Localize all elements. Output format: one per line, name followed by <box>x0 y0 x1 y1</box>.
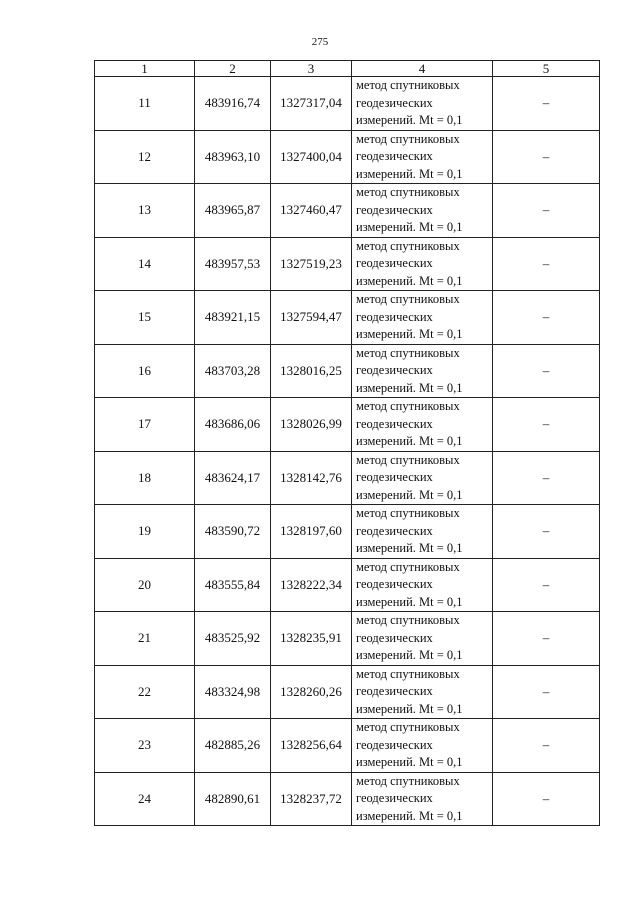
method-line: геодезических <box>356 737 433 752</box>
method-line: измерений. Mt = 0,1 <box>356 113 463 127</box>
method-cell <box>352 184 493 238</box>
method-line: геодезических <box>356 791 433 805</box>
note-cell: – <box>493 291 600 345</box>
method-line: метод спутниковых <box>356 720 460 734</box>
method-line: метод спутниковых <box>356 452 460 467</box>
method-line: метод спутниковых <box>356 399 460 413</box>
method-line: геодезических <box>356 202 433 217</box>
point-number-cell: 12 <box>95 130 195 184</box>
method-line: метод спутниковых <box>356 238 460 253</box>
table-row <box>95 505 600 559</box>
table-header-row <box>95 61 600 77</box>
table-row <box>95 130 600 184</box>
method-line: измерений. Mt = 0,1 <box>356 273 463 288</box>
x-coordinate-cell: 482890,61 <box>195 772 271 826</box>
point-number-cell: 15 <box>95 291 195 345</box>
y-coordinate-cell: 1328197,60 <box>271 505 352 559</box>
method-line: измерений. Mt = 0,1 <box>356 594 463 609</box>
column-header-4: 4 <box>352 61 493 77</box>
point-number-cell: 14 <box>95 237 195 291</box>
method-line: метод спутниковых <box>356 131 460 146</box>
x-coordinate-cell: 483921,15 <box>195 291 271 345</box>
note-cell: – <box>493 77 600 131</box>
note-cell: – <box>493 451 600 505</box>
method-cell <box>352 719 493 773</box>
point-number-cell: 23 <box>95 719 195 773</box>
method-line: измерений. Mt = 0,1 <box>356 220 463 234</box>
point-number-cell: 17 <box>95 398 195 452</box>
x-coordinate-cell: 483686,06 <box>195 398 271 452</box>
method-cell <box>352 665 493 719</box>
method-cell <box>352 398 493 452</box>
method-cell <box>352 772 493 826</box>
point-number-cell: 16 <box>95 344 195 398</box>
x-coordinate-cell: 483324,98 <box>195 665 271 719</box>
point-number-cell: 19 <box>95 505 195 559</box>
x-coordinate-cell: 483965,87 <box>195 184 271 238</box>
point-number-cell: 13 <box>95 184 195 238</box>
table-row <box>95 772 600 826</box>
y-coordinate-cell: 1327519,23 <box>271 237 352 291</box>
note-cell: – <box>493 237 600 291</box>
method-cell <box>352 291 493 345</box>
method-line: измерений. Mt = 0,1 <box>356 541 463 555</box>
x-coordinate-cell: 482885,26 <box>195 719 271 773</box>
y-coordinate-cell: 1328222,34 <box>271 558 352 612</box>
point-number-cell: 18 <box>95 451 195 505</box>
method-line: геодезических <box>356 256 433 270</box>
column-header-2: 2 <box>195 61 271 77</box>
method-cell <box>352 77 493 131</box>
method-line: геодезических <box>356 577 433 591</box>
y-coordinate-cell: 1328235,91 <box>271 612 352 666</box>
table-row <box>95 665 600 719</box>
note-cell: – <box>493 505 600 559</box>
column-header-1: 1 <box>95 61 195 77</box>
table-row <box>95 558 600 612</box>
table-row <box>95 237 600 291</box>
method-line: метод спутниковых <box>356 345 460 360</box>
method-line: геодезических <box>356 95 433 110</box>
y-coordinate-cell: 1327460,47 <box>271 184 352 238</box>
method-line: измерений. Mt = 0,1 <box>356 487 463 502</box>
table-row <box>95 398 600 452</box>
point-number-cell: 24 <box>95 772 195 826</box>
method-line: метод спутниковых <box>356 185 460 199</box>
method-line: геодезических <box>356 149 433 163</box>
x-coordinate-cell: 483957,53 <box>195 237 271 291</box>
table-row <box>95 451 600 505</box>
x-coordinate-cell: 483555,84 <box>195 558 271 612</box>
point-number-cell: 11 <box>95 77 195 131</box>
note-cell: – <box>493 558 600 612</box>
point-number-cell: 22 <box>95 665 195 719</box>
table-row <box>95 344 600 398</box>
method-line: метод спутниковых <box>356 506 460 520</box>
note-cell: – <box>493 130 600 184</box>
note-cell: – <box>493 665 600 719</box>
column-header-5: 5 <box>493 61 600 77</box>
method-line: геодезических <box>356 416 433 431</box>
x-coordinate-cell: 483624,17 <box>195 451 271 505</box>
method-line: геодезических <box>356 523 433 538</box>
method-line: измерений. Mt = 0,1 <box>356 808 463 823</box>
y-coordinate-cell: 1327400,04 <box>271 130 352 184</box>
note-cell: – <box>493 612 600 666</box>
note-cell: – <box>493 719 600 773</box>
method-cell <box>352 558 493 612</box>
coordinates-table <box>94 60 600 826</box>
note-cell: – <box>493 772 600 826</box>
method-cell <box>352 237 493 291</box>
y-coordinate-cell: 1328260,26 <box>271 665 352 719</box>
note-cell: – <box>493 184 600 238</box>
method-line: метод спутниковых <box>356 292 460 306</box>
table-row <box>95 291 600 345</box>
method-line: измерений. Mt = 0,1 <box>356 380 463 395</box>
table-body <box>95 77 600 826</box>
method-cell <box>352 505 493 559</box>
y-coordinate-cell: 1328256,64 <box>271 719 352 773</box>
method-line: измерений. Mt = 0,1 <box>356 648 463 662</box>
method-line: метод спутниковых <box>356 78 460 92</box>
method-line: геодезических <box>356 684 433 698</box>
method-line: метод спутниковых <box>356 559 460 574</box>
note-cell: – <box>493 398 600 452</box>
method-line: измерений. Mt = 0,1 <box>356 701 463 716</box>
x-coordinate-cell: 483703,28 <box>195 344 271 398</box>
point-number-cell: 20 <box>95 558 195 612</box>
y-coordinate-cell: 1328142,76 <box>271 451 352 505</box>
y-coordinate-cell: 1328016,25 <box>271 344 352 398</box>
page-number: 275 <box>311 36 329 48</box>
y-coordinate-cell: 1327594,47 <box>271 291 352 345</box>
y-coordinate-cell: 1328237,72 <box>271 772 352 826</box>
method-line: измерений. Mt = 0,1 <box>356 166 463 181</box>
method-line: геодезических <box>356 630 433 645</box>
note-cell: – <box>493 344 600 398</box>
x-coordinate-cell: 483963,10 <box>195 130 271 184</box>
table-row <box>95 77 600 131</box>
method-line: геодезических <box>356 470 433 484</box>
column-header-3: 3 <box>271 61 352 77</box>
method-line: метод спутниковых <box>356 773 460 788</box>
x-coordinate-cell: 483916,74 <box>195 77 271 131</box>
method-line: геодезических <box>356 309 433 324</box>
y-coordinate-cell: 1327317,04 <box>271 77 352 131</box>
method-cell <box>352 344 493 398</box>
table-row <box>95 719 600 773</box>
method-cell <box>352 451 493 505</box>
table-row <box>95 184 600 238</box>
method-line: измерений. Mt = 0,1 <box>356 755 463 769</box>
x-coordinate-cell: 483525,92 <box>195 612 271 666</box>
method-line: метод спутниковых <box>356 666 460 681</box>
method-line: метод спутниковых <box>356 613 460 627</box>
y-coordinate-cell: 1328026,99 <box>271 398 352 452</box>
method-line: измерений. Mt = 0,1 <box>356 434 463 448</box>
method-cell <box>352 130 493 184</box>
method-line: измерений. Mt = 0,1 <box>356 327 463 341</box>
method-line: геодезических <box>356 363 433 377</box>
point-number-cell: 21 <box>95 612 195 666</box>
table-row <box>95 612 600 666</box>
method-cell <box>352 612 493 666</box>
x-coordinate-cell: 483590,72 <box>195 505 271 559</box>
